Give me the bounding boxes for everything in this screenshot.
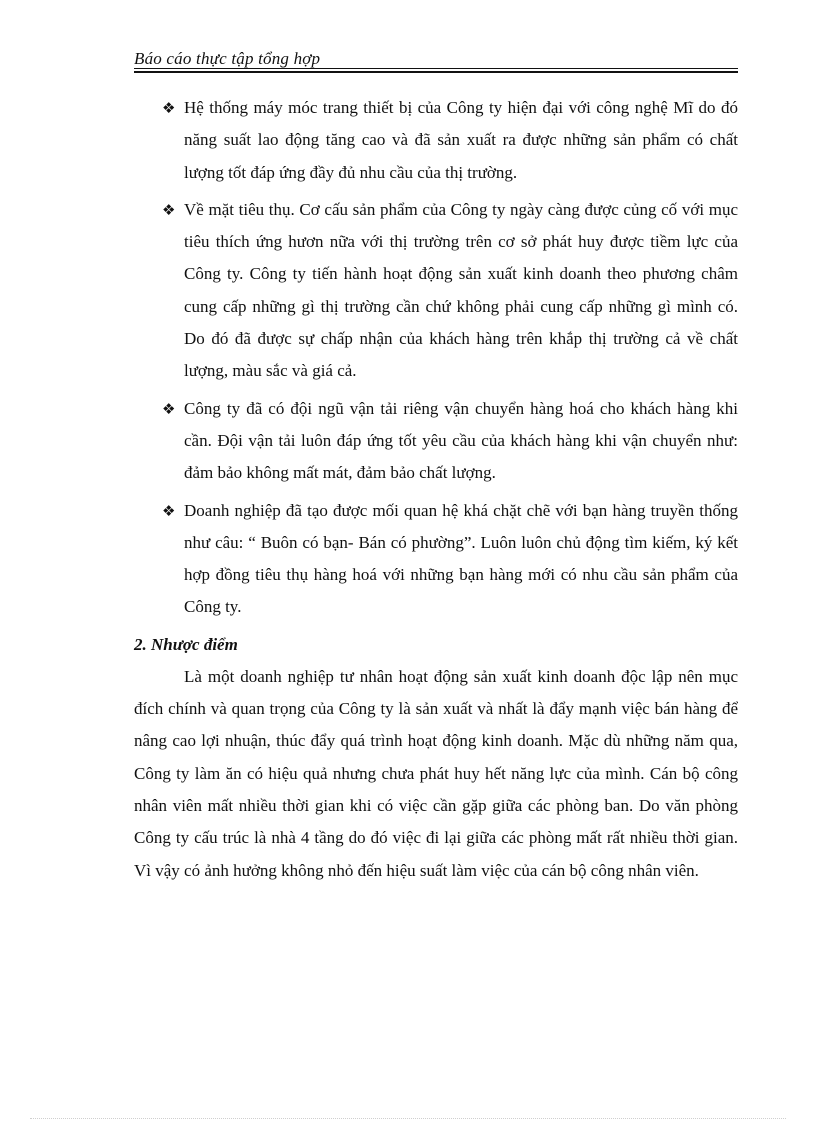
bullet-item (134, 92, 738, 189)
header-rule-thin (134, 68, 738, 69)
page-header (134, 46, 738, 72)
bullet-item (134, 495, 738, 624)
bullet-item (134, 393, 738, 490)
bullet-text: Hệ thống máy móc trang thiết bị của Công ty hiện đại với công nghệ Mĩ do đó năng suất lao động tăng cao và đã sản xuất ra được những sản phẩm có chất lượng tốt đáp ứng đầy đủ nhu cầu của thị trường. (184, 98, 738, 182)
section-paragraph: Là một doanh nghiệp tư nhân hoạt động sản xuất kinh doanh độc lập nên mục đích chính và quan trọng của Công ty là sản xuất và nhất là đẩy mạnh việc bán hàng để nâng cao lợi nhuận, thúc đẩy quá trình hoạt động kinh doanh. Mặc dù những năm qua, Công ty làm ăn có hiệu quả nhưng chưa phát huy hết năng lực của mình. Cán bộ công nhân viên mất nhiều thời gian khi có việc cần gặp giữa các phòng ban. Do văn phòng Công ty cấu trúc là nhà 4 tầng do đó việc đi lại giữa các phòng mất rất nhiều thời gian. Vì vậy có ảnh hưởng không nhỏ đến hiệu suất làm việc của cán bộ công nhân viên. (134, 666, 738, 880)
header-rule-thick (134, 71, 738, 73)
section-heading: 2. Nhược điểm (134, 634, 238, 654)
diamond-bullet-icon: ❖ (162, 200, 176, 219)
header-title: Báo cáo thực tập tổng hợp (134, 49, 321, 68)
diamond-bullet-icon: ❖ (162, 399, 176, 418)
document-body (134, 92, 738, 887)
bullet-text: Công ty đã có đội ngũ vận tải riêng vận chuyển hàng hoá cho khách hàng khi cần. Đội vận tải luôn đáp ứng tốt yêu cầu của khách hàng khi vận chuyển như: đảm bảo không mất mát, đảm bảo chất lượng. (184, 398, 738, 483)
bullet-text: Về mặt tiêu thụ. Cơ cấu sản phẩm của Công ty ngày càng được củng cố với mục tiêu thích ứng hươn nữa với thị trường trên cơ sở phát huy được tiềm lực của Công ty. Công ty tiến hành hoạt động sản xuất kinh doanh theo phương châm cung cấp những gì thị trường cần chứ không phải cung cấp những gì mình có. Do đó đã được sự chấp nhận của khách hàng trên khắp thị trường cả về chất lượng, màu sắc và giá cả. (184, 199, 738, 381)
bullet-text: Doanh nghiệp đã tạo được mối quan hệ khá chặt chẽ với bạn hàng truyền thống như câu: “ Buôn có bạn- Bán có phường”. Luôn luôn chủ động tìm kiếm, ký kết hợp đồng tiêu thụ hàng hoá với những bạn hàng mới có nhu cầu sản phẩm của Công ty. (184, 500, 738, 617)
page-bottom-divider (30, 1118, 786, 1119)
diamond-bullet-icon: ❖ (162, 501, 176, 520)
diamond-bullet-icon: ❖ (162, 99, 176, 117)
bullet-item (134, 194, 738, 388)
